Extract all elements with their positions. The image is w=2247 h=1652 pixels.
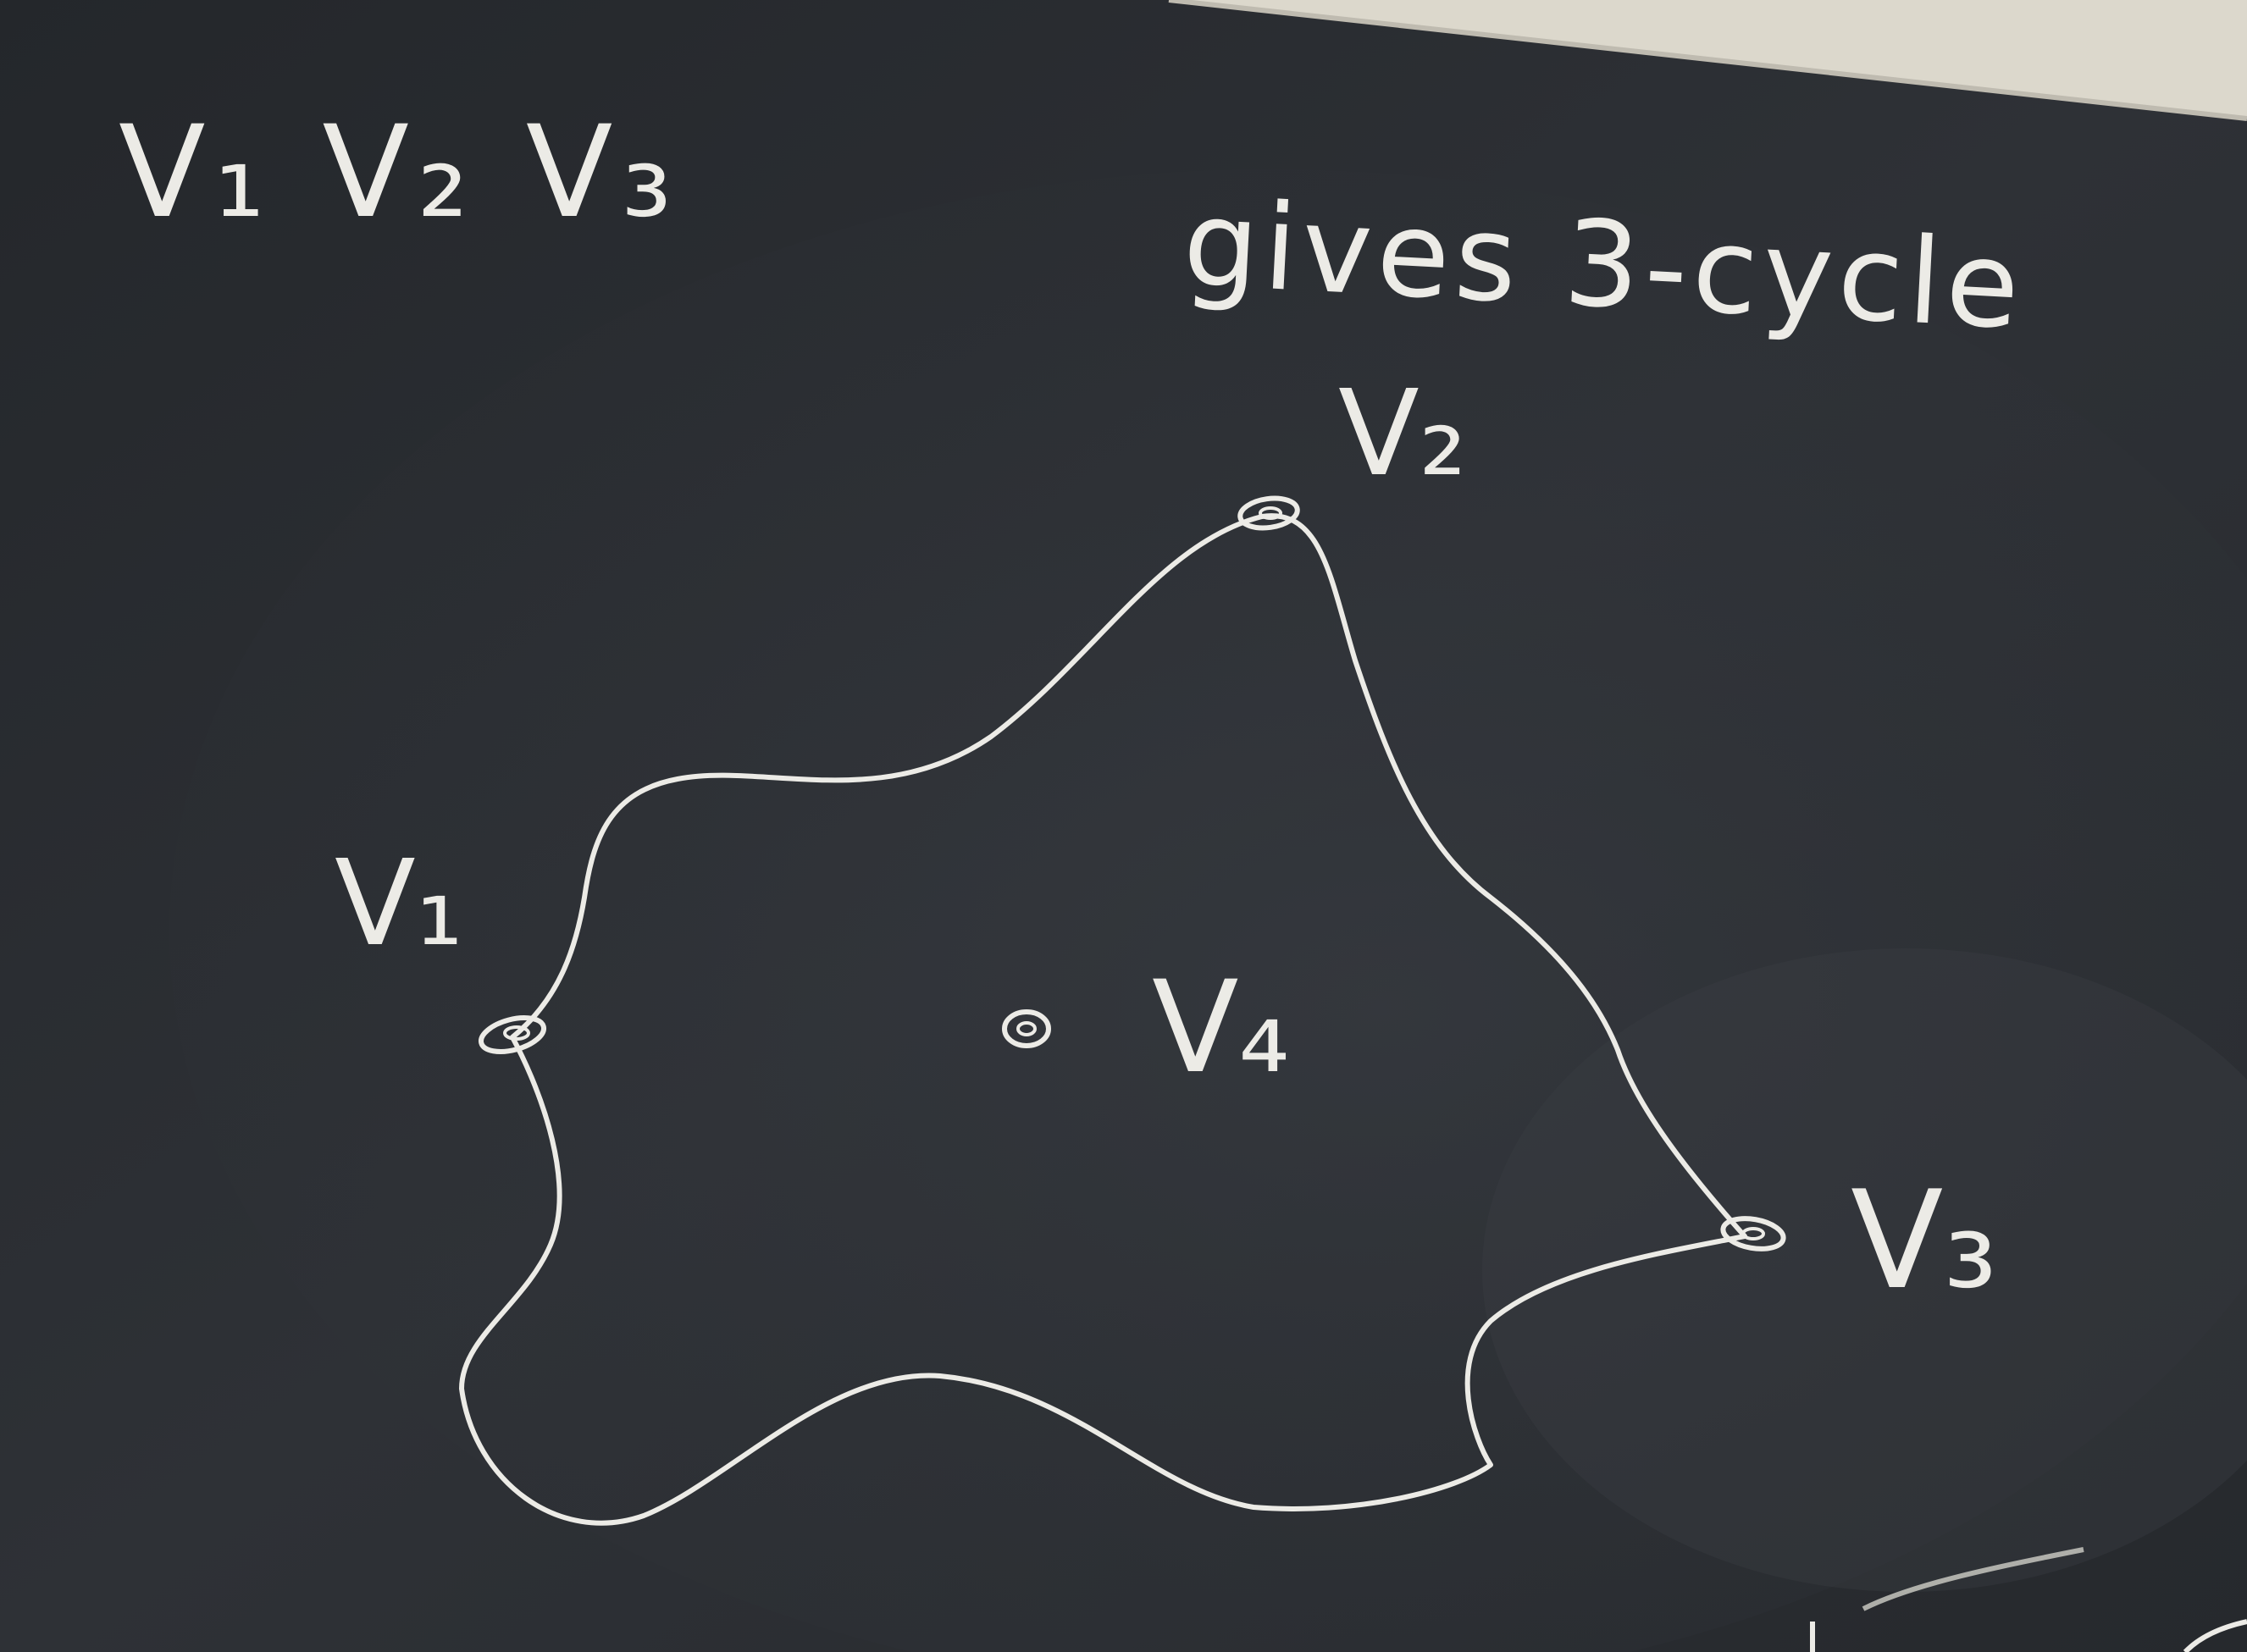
- vertex-v4-label: V₄: [1152, 954, 1290, 1102]
- heading-text: V₁ V₂ V₃: [119, 99, 681, 246]
- caption-text: gives 3-cycle: [1180, 174, 2028, 356]
- vertex-v2-label: V₂: [1338, 365, 1467, 503]
- vertex-v3-label: V₃: [1851, 1161, 1998, 1319]
- vertex-v1-label: V₁: [335, 835, 463, 973]
